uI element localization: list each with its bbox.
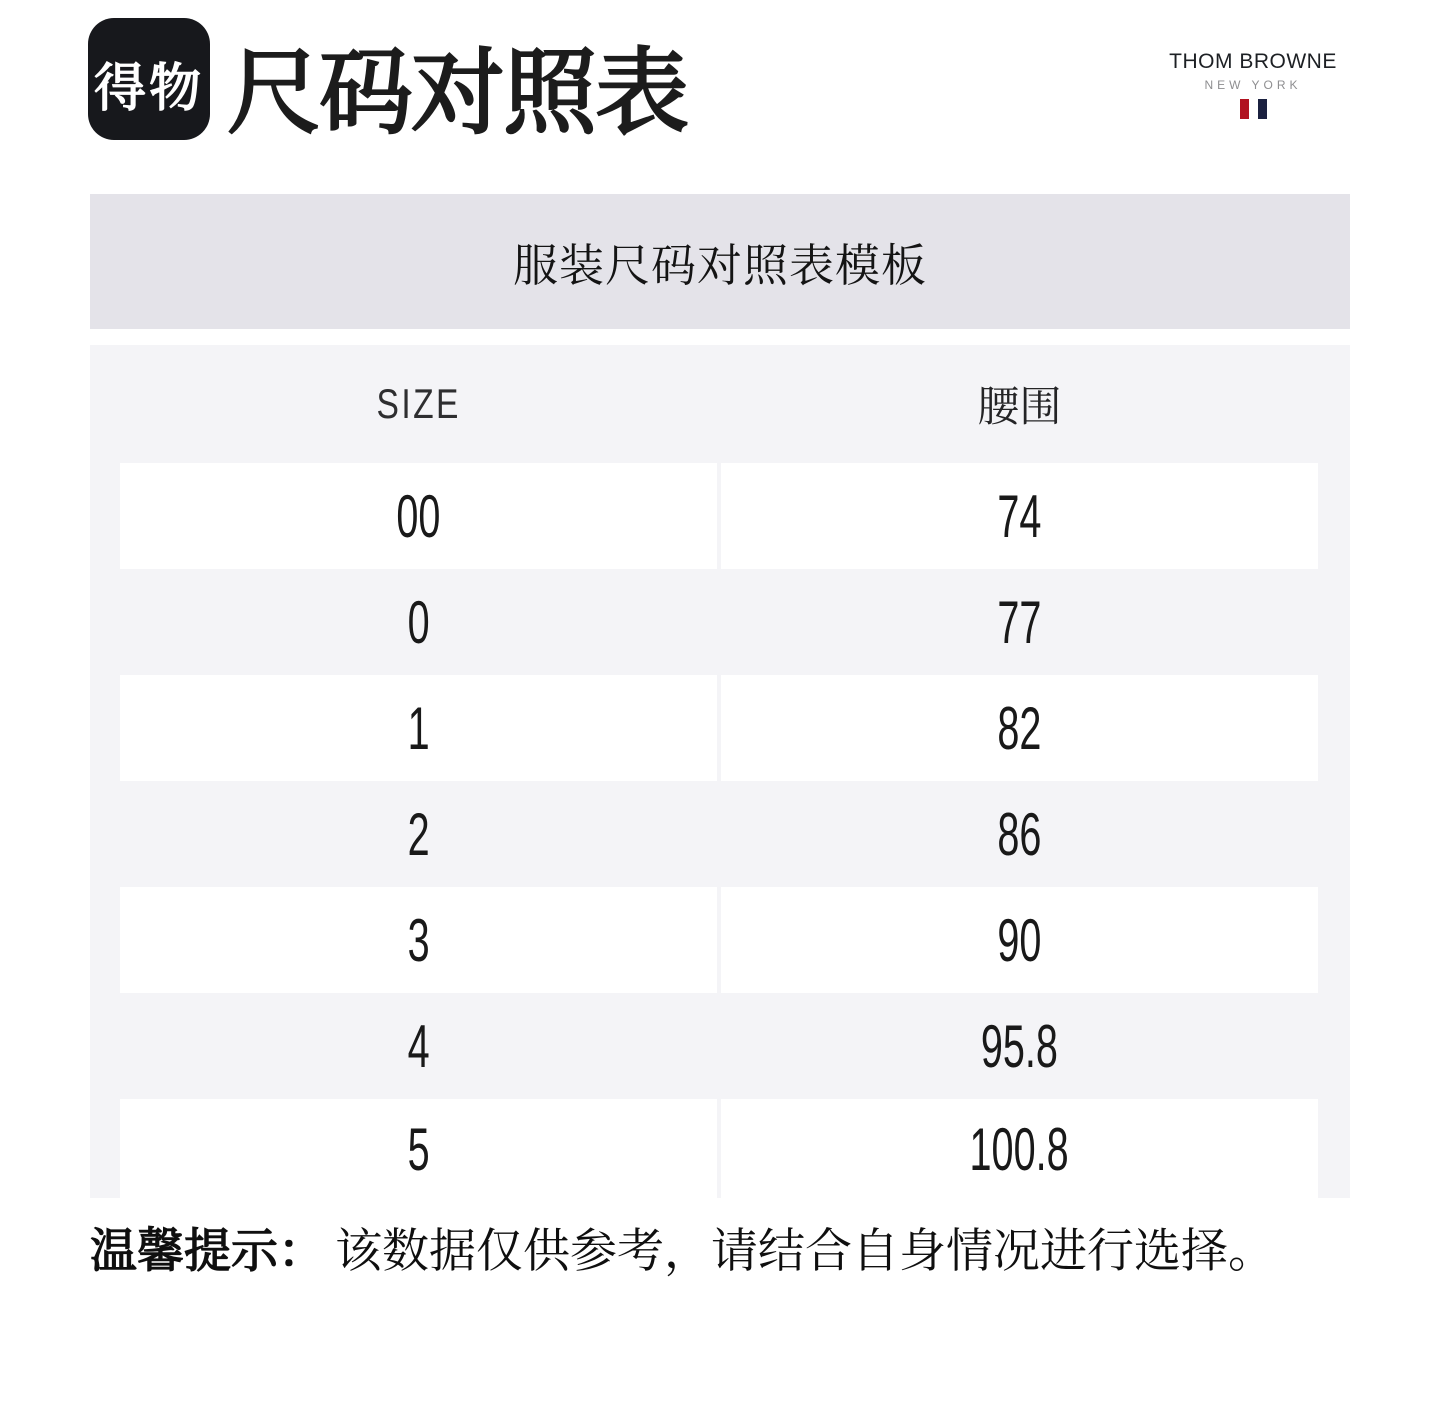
column-header-size: SIZE — [376, 380, 461, 427]
waist-value: 74 — [997, 482, 1042, 550]
brand-logo — [1138, 50, 1368, 119]
brand-name: THOM BROWNE — [1169, 50, 1337, 73]
size-table-rows — [90, 463, 1350, 1198]
column-header-waist: 腰围 — [977, 383, 1062, 430]
waist-value: 77 — [997, 588, 1042, 656]
note-text: 该数据仅供参考，请结合自身情况进行选择。 — [335, 1224, 1275, 1277]
waist-value: 86 — [997, 800, 1042, 868]
size-cell — [120, 993, 717, 1099]
waist-cell — [721, 675, 1318, 781]
table-row — [90, 463, 1350, 569]
waist-value: 95.8 — [980, 1012, 1059, 1080]
waist-cell — [721, 569, 1318, 675]
size-cell — [120, 463, 717, 569]
table-row — [90, 993, 1350, 1099]
brand-stripe-red — [1240, 99, 1249, 119]
size-value: 00 — [396, 482, 441, 550]
size-value: 1 — [407, 694, 430, 762]
banner — [90, 194, 1350, 329]
banner-title: 服装尺码对照表模板 — [512, 240, 927, 291]
waist-cell — [721, 463, 1318, 569]
note-label: 温馨提示： — [90, 1224, 325, 1277]
dewu-logo — [88, 18, 210, 140]
waist-value: 100.8 — [969, 1115, 1070, 1183]
footer-note — [90, 1214, 1275, 1281]
waist-cell — [721, 781, 1318, 887]
table-row — [90, 569, 1350, 675]
table-header-row — [90, 345, 1350, 463]
dewu-logo-text: 得物 — [93, 59, 204, 118]
table-row — [90, 675, 1350, 781]
size-cell — [120, 1099, 717, 1198]
size-cell — [120, 569, 717, 675]
page-title: 尺码对照表 — [227, 40, 688, 145]
table-row — [90, 781, 1350, 887]
brand-stripe-navy — [1258, 99, 1267, 119]
size-value: 3 — [407, 906, 430, 974]
size-value: 5 — [407, 1115, 430, 1183]
size-value: 2 — [407, 800, 430, 868]
table-row — [90, 1099, 1350, 1198]
waist-value: 90 — [997, 906, 1042, 974]
size-cell — [120, 887, 717, 993]
brand-stripes-icon — [1138, 99, 1368, 119]
size-value: 4 — [407, 1012, 430, 1080]
size-cell — [120, 781, 717, 887]
waist-cell — [721, 887, 1318, 993]
size-cell — [120, 675, 717, 781]
size-value: 0 — [407, 588, 430, 656]
size-table — [90, 345, 1350, 1198]
table-row — [90, 887, 1350, 993]
waist-cell — [721, 1099, 1318, 1198]
brand-subtitle: NEW YORK — [1204, 78, 1302, 92]
waist-value: 82 — [997, 694, 1042, 762]
waist-cell — [721, 993, 1318, 1099]
